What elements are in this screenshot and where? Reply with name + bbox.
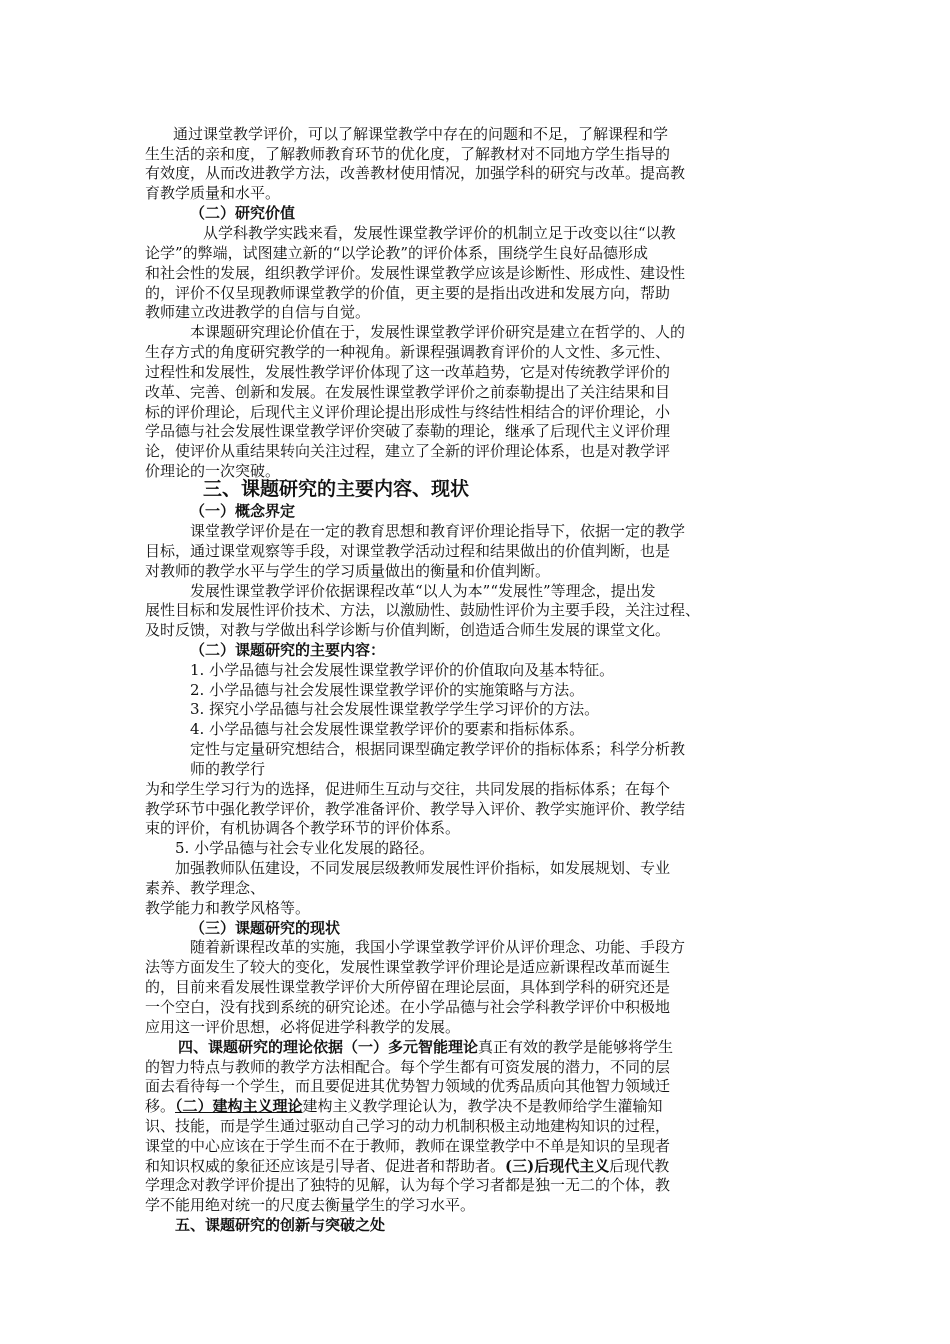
paragraph-line: 为和学生学习行为的选择，促进师生互动与交往，共同发展的指标体系；在每个 xyxy=(145,780,671,798)
paragraph-line: 的智力特点与教师的教学方法相配合。每个学生都有可资发展的潜力，不同的层 xyxy=(145,1058,671,1076)
paragraph-line: 束的评价，有机协调各个教学环节的评价体系。 xyxy=(145,819,461,837)
paragraph-line: 通过课堂教学评价，可以了解课堂教学中存在的问题和不足，了解课程和学 xyxy=(173,125,669,143)
section-heading: （二）建构主义理论 xyxy=(175,1097,303,1115)
chapter-heading: 三、课题研究的主要内容、现状 xyxy=(203,478,470,500)
paragraph-line: 课堂的中心应该在于学生而不在于教师，教师在课堂教学中不单是知识的呈现者 xyxy=(145,1137,671,1155)
list-item: 2. 小学品德与社会发展性课堂教学评价的实施策略与方法。 xyxy=(190,681,585,699)
paragraph-line: 学不能用绝对统一的尺度去衡量学生的学习水平。 xyxy=(145,1196,476,1214)
paragraph-line: 定性与定量研究想结合，根据同课型确定教学评价的指标体系；科学分析教 xyxy=(190,740,686,758)
paragraph-line: 应用这一评价思想，必将促进学科教学的发展。 xyxy=(145,1018,461,1036)
paragraph-line: 发展性课堂教学评价依据课程改革“以人为本”“发展性”等理念，提出发 xyxy=(190,582,656,600)
paragraph-line: 教师建立改进教学的自信与自觉。 xyxy=(145,303,371,321)
paragraph-line: 随着新课程改革的实施，我国小学课堂教学评价从评价理念、功能、手段方 xyxy=(190,938,686,956)
paragraph-text: 移。 xyxy=(145,1097,176,1115)
paragraph-line: 课堂教学评价是在一定的教育思想和教育评价理论指导下，依据一定的教学 xyxy=(190,522,686,540)
paragraph-line: 改革、完善、创新和发展。在发展性课堂教学评价之前泰勒提出了关注结果和目 xyxy=(145,383,671,401)
theory-paragraph-line xyxy=(145,1096,805,1116)
paragraph-text: 建构主义教学理论认为，教学决不是教师给学生灌输知 xyxy=(302,1097,663,1115)
paragraph-line: 过程性和发展性，发展性教学评价体现了这一改革趋势，它是对传统教学评价的 xyxy=(145,363,671,381)
paragraph-line: 和社会性的发展，组织教学评价。发展性课堂教学应该是诊断性、形成性、建设性 xyxy=(145,264,686,282)
list-item: 1. 小学品德与社会发展性课堂教学评价的价值取向及基本特征。 xyxy=(190,661,615,679)
paragraph-line: 素养、教学理念、 xyxy=(145,879,266,897)
list-item: 3. 探究小学品德与社会发展性课堂教学学生学习评价的方法。 xyxy=(190,700,600,718)
paragraph-line: 论学”的弊端，试图建立新的“以学论教”的评价体系，围绕学生良好品德形成 xyxy=(145,244,649,262)
paragraph-line: 面去看待每一个学生，而且要促进其优势智力领域的优秀品质向其他智力领域迁 xyxy=(145,1077,671,1095)
paragraph-line: 育教学质量和水平。 xyxy=(145,184,281,202)
paragraph-line: 教学能力和教学风格等。 xyxy=(145,899,311,917)
section-heading: （三）课题研究的现状 xyxy=(190,919,341,937)
list-item: 5. 小学品德与社会专业化发展的路径。 xyxy=(175,839,435,857)
paragraph-line: 标的评价理论，后现代主义评价理论提出形成性与终结性相结合的评价理论，小 xyxy=(145,403,671,421)
chapter-heading: 五、课题研究的创新与突破之处 xyxy=(175,1216,386,1234)
paragraph-line: 一个空白，没有找到系统的研究论述。在小学品德与社会学科教学评价中积极地 xyxy=(145,998,671,1016)
paragraph-text: 真正有效的教学是能够将学生 xyxy=(478,1038,674,1056)
paragraph-line: 及时反馈，对教与学做出科学诊断与价值判断，创造适合师生发展的课堂文化。 xyxy=(145,621,671,639)
paragraph-line: 师的教学行 xyxy=(190,760,266,778)
paragraph-text: 和知识权威的象征还应该是引导者、促进者和帮助者。 xyxy=(145,1157,506,1175)
paragraph-line: 价理论的一次突破。 xyxy=(145,462,281,480)
paragraph-line: 生存方式的角度研究教学的一种视角。新课程强调教育评价的人文性、多元性、 xyxy=(145,343,671,361)
paragraph-text: 后现代教 xyxy=(609,1157,670,1175)
section-heading: （二）课题研究的主要内容： xyxy=(190,641,386,659)
paragraph-line: 学品德与社会发展性课堂教学评价突破了泰勒的理论，继承了后现代主义评价理 xyxy=(145,422,671,440)
paragraph-line: 的，目前来看发展性课堂教学评价大所停留在理论层面，具体到学科的研究还是 xyxy=(145,978,671,996)
paragraph-line: 的，评价不仅呈现教师课堂教学的价值，更主要的是指出改进和发展方向，帮助 xyxy=(145,284,671,302)
paragraph-line: 生生活的亲和度，了解教师教育环节的优化度，了解教材对不同地方学生指导的 xyxy=(145,145,671,163)
section-heading: (三)后现代主义 xyxy=(505,1157,610,1175)
paragraph-line: 加强教师队伍建设，不同发展层级教师发展性评价指标，如发展规划、专业 xyxy=(175,859,671,877)
paragraph-line: 从学科教学实践来看，发展性课堂教学评价的机制立足于改变以往“以教 xyxy=(203,224,676,242)
theory-paragraph-line xyxy=(178,1037,810,1057)
theory-paragraph-line xyxy=(145,1156,805,1176)
paragraph-line: 有效度，从而改进教学方法，改善教材使用情况，加强学科的研究与改革。提高教 xyxy=(145,164,686,182)
paragraph-line: 学理念对教学评价提出了独特的见解，认为每个学习者都是独一无二的个体，教 xyxy=(145,1176,671,1194)
chapter-heading: 四、课题研究的理论依据（一）多元智能理论 xyxy=(178,1038,479,1056)
paragraph-line: 对教师的教学水平与学生的学习质量做出的衡量和价值判断。 xyxy=(145,562,551,580)
paragraph-line: 识、技能，而是学生通过驱动自己学习的动力机制积极主动地建构知识的过程， xyxy=(145,1117,671,1135)
list-item: 4. 小学品德与社会发展性课堂教学评价的要素和指标体系。 xyxy=(190,720,585,738)
paragraph-line: 论，使评价从重结果转向关注过程，建立了全新的评价理论体系，也是对教学评 xyxy=(145,442,671,460)
paragraph-line: 本课题研究理论价值在于，发展性课堂教学评价研究是建立在哲学的、人的 xyxy=(190,323,686,341)
paragraph-line: 目标，通过课堂观察等手段，对课堂教学活动过程和结果做出的价值判断，也是 xyxy=(145,542,671,560)
section-heading: （二）研究价值 xyxy=(190,204,296,222)
paragraph-line: 展性目标和发展性评价技术、方法，以激励性、鼓励性评价为主要手段，关注过程、 xyxy=(145,601,701,619)
paragraph-line: 教学环节中强化教学评价，教学准备评价、教学导入评价、教学实施评价、教学结 xyxy=(145,800,686,818)
paragraph-line: 法等方面发生了较大的变化，发展性课堂教学评价理论是适应新课程改革而诞生 xyxy=(145,958,671,976)
section-heading: （一）概念界定 xyxy=(190,502,296,520)
